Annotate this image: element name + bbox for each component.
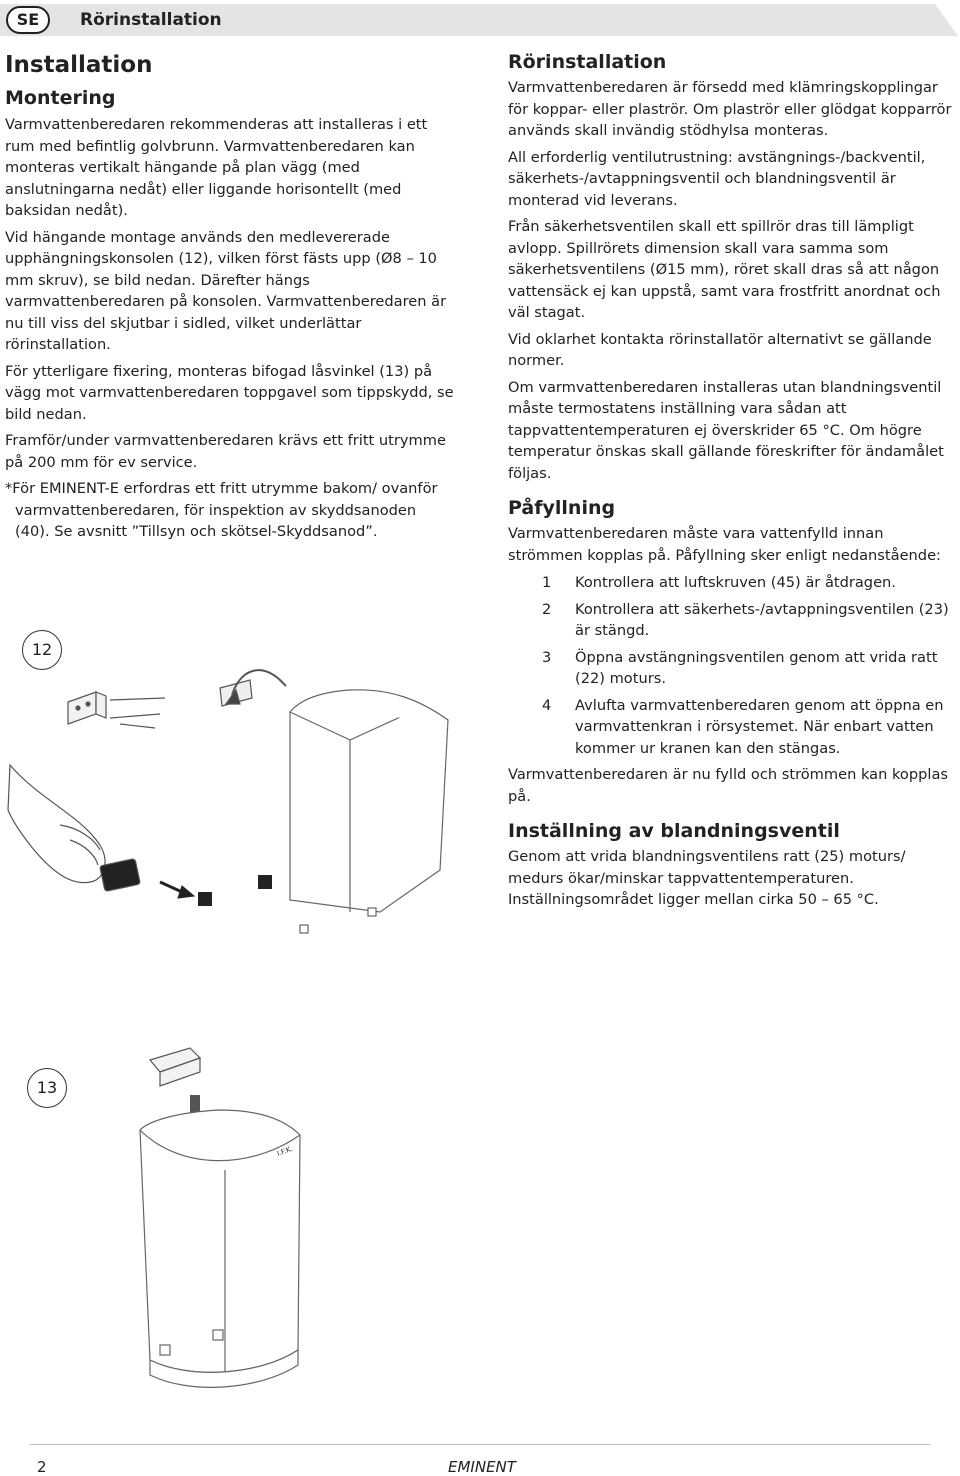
paragraph: Varmvattenberedaren är nu fylld och strömmen kan kopplas på. [508,766,948,805]
step-text: Avlufta varmvattenberedaren genom att öppna en varmvattenkran i rörsystemet. När enbart vatten kommer ur kranen kan den stängas. [575,696,944,757]
footnote-eminent-e: *För EMINENT-E erfordras ett fritt utrymme bakom/ ovanför varmvattenberedaren, för inspektion av skyddsanoden (40). Se avsnitt ”Tillsyn och skötsel-Skyddsanod”. [5,480,438,540]
right-column [508,50,958,916]
step-number: 4 [542,696,552,714]
paragraph: Varmvattenberedaren rekommenderas att installeras i ett rum med befintlig golvbrunn. Varmvattenberedaren kan monteras vertikalt hängande på plan vägg (med anslutningarna nedåt) eller liggande horisontellt (med baksidan nedåt). [5,116,428,219]
arrow-icon [160,882,194,898]
list-item [508,647,958,690]
step-number: 3 [542,648,552,666]
figure-number-badge: 13 [27,1068,67,1108]
list-item [508,599,958,642]
paragraph: All erforderlig ventilutrustning: avstängnings-/backventil, säkerhets-/avtappningsventil och blandningsventil är monterad vid leverans. [508,148,926,209]
paragraph: Om varmvattenberedaren installeras utan blandningsventil måste termostatens inställning vara sådan att tappvattentemperaturen ej överskrider 65 °C. Om högre temperatur önskas skall gällande föreskrifter för ändamålet följas. [508,378,944,482]
step-text: Öppna avstängningsventilen genom att vrida ratt (22) moturs. [575,648,938,687]
block-icon [198,892,212,906]
paragraph: Genom att vrida blandningsventilens ratt (25) moturs/ medurs ökar/minskar tappvattentemperaturen. Inställningsområdet ligger mellan cirka 50 – 65 °C. [508,848,906,908]
water-heater-illustration [0,600,470,960]
figure-13-locking-angle [0,1030,470,1410]
page-footer [0,1440,960,1474]
left-column [5,50,455,543]
brand-name: EMINENT [448,1458,516,1476]
section-heading-blandningsventil: Inställning av blandningsventil [508,820,840,842]
figure-number-badge: 12 [22,630,62,670]
paragraph: Vid hängande montage används den medlevererade upphängningskonsolen (12), vilken först fästs upp (Ø8 – 10 mm skruv), se bild nedan. Därefter hängs varmvattenberedaren på konsolen. Varmvattenberedaren är nu till viss del skjutbar i sidled, vilket underlättar rörinstallation. [5,228,447,353]
page-number: 2 [37,1458,47,1476]
section-heading-rorinstallation: Rörinstallation [508,51,667,73]
water-heater-illustration [0,1030,470,1410]
figure-12-wall-bracket [0,600,470,960]
step-number: 2 [542,600,552,618]
subheading-montering: Montering [5,87,116,109]
section-heading-pafyllning: Påfyllning [508,497,616,519]
locking-angle-icon [150,1048,200,1086]
language-badge: SE [6,6,50,34]
block-icon [258,875,272,889]
section-heading-installation: Installation [5,52,153,78]
paragraph: Vid oklarhet kontakta rörinstallatör alternativt se gällande normer. [508,330,932,369]
step-number: 1 [542,574,552,591]
fill-steps-list [508,572,958,759]
curved-arrow-icon [220,670,286,706]
hand-icon [8,765,140,891]
list-item [508,572,958,594]
header-title: Rörinstallation [80,10,222,30]
water-heater-icon [290,690,448,933]
paragraph: Från säkerhetsventilen skall ett spillrör dras till lämpligt avlopp. Spillrörets dimension skall vara samma som säkerhetsventilens (Ø15 mm), röret skall dras så att någon vattensäck ej kan uppstå, samt vara frostfritt anordnat och väl stagat. [508,218,941,321]
paragraph: Varmvattenberedaren måste vara vattenfylld innan strömmen kopplas på. Påfyllning sker enligt nedanstående: [508,525,941,564]
page-header [0,0,960,38]
paragraph: Varmvattenberedaren är försedd med klämringskopplingar för koppar- eller plaströr. Om plaströr eller glödgat kopparrör används skall invändig stödhylsa monteras. [508,79,952,139]
paragraph: Framför/under varmvattenberedaren krävs ett fritt utrymme på 200 mm för ev service. [5,432,446,471]
list-item [508,695,958,760]
paragraph: För ytterligare fixering, monteras bifogad låsvinkel (13) på vägg mot varmvattenberedaren toppgavel som tippskydd, se bild nedan. [5,362,454,423]
product-mark: I.F.K. [275,1144,294,1158]
bracket-icon [68,692,165,728]
step-text: Kontrollera att säkerhets-/avtappningsventilen (23) är stängd. [575,600,949,639]
step-text: Kontrollera att luftskruven (45) är åtdragen. [575,574,896,591]
footer-divider [30,1444,930,1445]
